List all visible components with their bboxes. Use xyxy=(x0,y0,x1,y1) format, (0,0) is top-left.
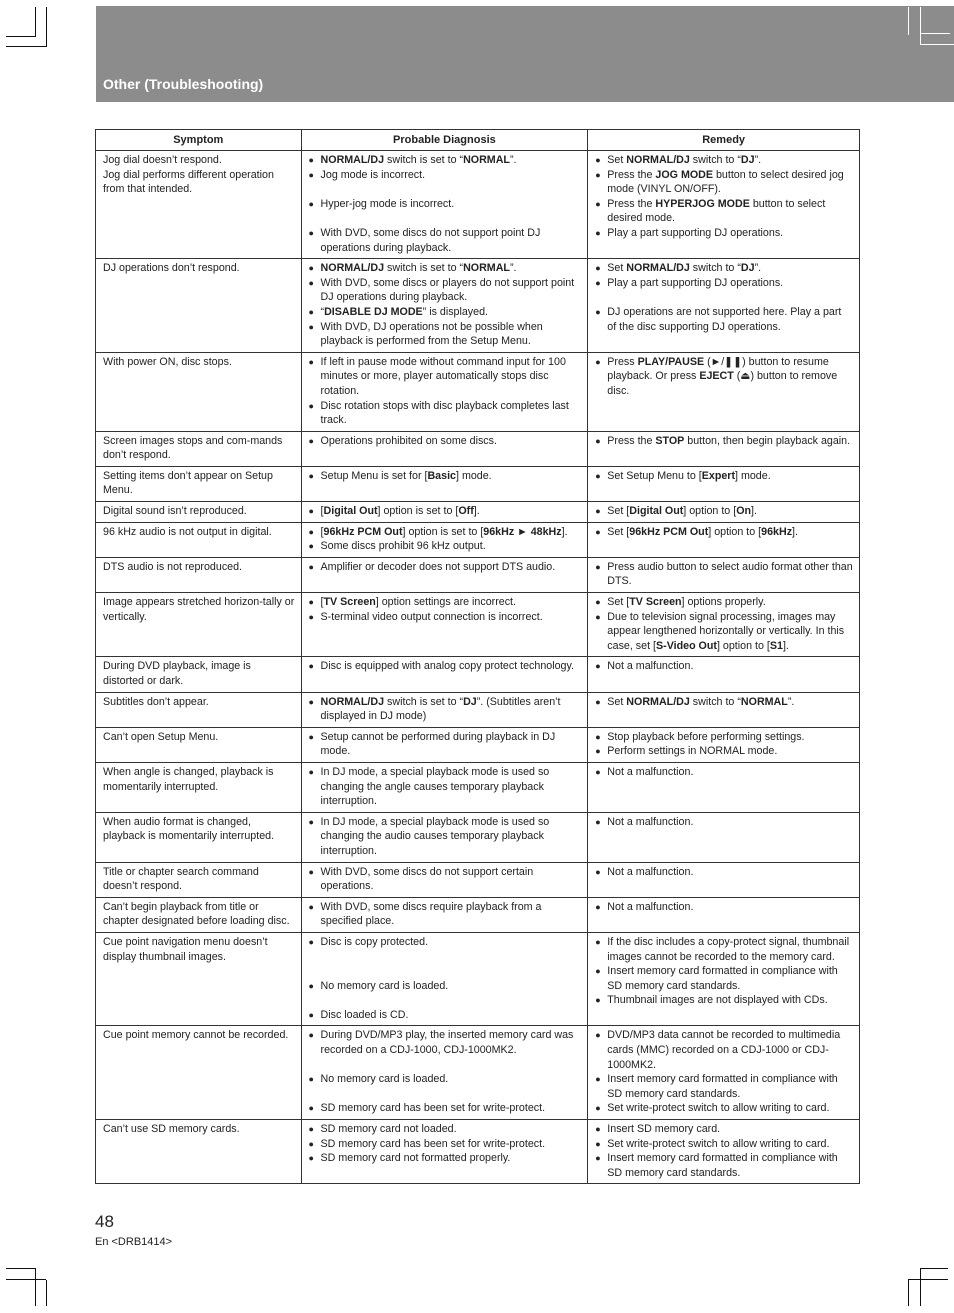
symptom-text: With power ON, disc stops. xyxy=(103,355,232,368)
table-row xyxy=(96,727,860,762)
remedy-item: ● Insert memory card formatted in compliance with SD memory card standards. xyxy=(595,964,853,993)
symptom-text: Image appears stretched horizon-tally or vertically. xyxy=(103,596,295,623)
diagnosis-item: ● NORMAL/DJ switch is set to “NORMAL”. xyxy=(309,261,582,276)
diagnosis-item: ● Disc is equipped with analog copy protect technology. xyxy=(309,659,582,674)
symptom-text: Jog dial doesn’t respond. xyxy=(103,154,222,166)
crop-mark xyxy=(920,1268,921,1306)
spacer xyxy=(309,964,582,979)
diagnosis-cell xyxy=(301,593,588,657)
symptom-text: DTS audio is not reproduced. xyxy=(103,560,243,573)
remedy-cell xyxy=(588,431,860,466)
crop-mark xyxy=(46,1280,47,1306)
remedy-item: ● Set write-protect switch to allow writing to card. xyxy=(595,1137,853,1152)
remedy-item: ● Not a malfunction. xyxy=(595,815,853,830)
remedy-item: ● Thumbnail images are not displayed with CDs. xyxy=(595,993,853,1008)
crop-mark xyxy=(6,1268,36,1269)
spacer xyxy=(309,211,582,226)
remedy-item: ● DVD/MP3 data cannot be recorded to multimedia cards (MMC) recorded on a CDJ-1000 or CDJ-1000MK2. xyxy=(595,1028,853,1072)
remedy-item: ● Not a malfunction. xyxy=(595,900,853,915)
symptom-text: During DVD playback, image is distorted or dark. xyxy=(103,660,251,687)
remedy-item: ● Press the HYPERJOG MODE button to select desired mode. xyxy=(595,197,853,226)
diagnosis-item: ● In DJ mode, a special playback mode is used so changing the angle causes temporary playback interruption. xyxy=(309,765,582,809)
diagnosis-item: ● Some discs prohibit 96 kHz output. xyxy=(309,539,582,554)
table-row xyxy=(96,692,860,727)
table-row xyxy=(96,259,860,353)
spacer xyxy=(309,1087,582,1102)
crop-mark xyxy=(6,46,46,47)
symptom-text: Can’t use SD memory cards. xyxy=(103,1123,240,1136)
remedy-item: ● Perform settings in NORMAL mode. xyxy=(595,744,853,759)
remedy-cell xyxy=(588,932,860,1026)
symptom-cell xyxy=(96,431,302,466)
remedy-cell xyxy=(588,657,860,692)
remedy-cell xyxy=(588,557,860,592)
diagnosis-item: ● Disc loaded is CD. xyxy=(309,1008,582,1023)
header-band xyxy=(96,6,954,102)
crop-mark xyxy=(908,1279,948,1280)
remedy-item: ● DJ operations are not supported here. Play a part of the disc supporting DJ operations. xyxy=(595,305,853,334)
diagnosis-cell xyxy=(301,1120,588,1184)
remedy-item: ● Not a malfunction. xyxy=(595,765,853,780)
symptom-cell xyxy=(96,352,302,431)
diagnosis-cell xyxy=(301,151,588,259)
crop-mark xyxy=(6,1279,46,1280)
remedy-item: ● Play a part supporting DJ operations. xyxy=(595,226,853,241)
symptom-text: Subtitles don’t appear. xyxy=(103,695,209,708)
symptom-cell xyxy=(96,812,302,862)
remedy-item: ● Set Setup Menu to [Expert] mode. xyxy=(595,469,853,484)
remedy-item: ● Set [TV Screen] options properly. xyxy=(595,595,853,610)
symptom-text: Title or chapter search command doesn’t respond. xyxy=(103,865,259,893)
remedy-cell xyxy=(588,812,860,862)
symptom-text: Cue point memory cannot be recorded. xyxy=(103,1029,289,1042)
symptom-text: Digital sound isn’t reproduced. xyxy=(103,505,247,518)
symptom-cell xyxy=(96,593,302,657)
diagnosis-cell xyxy=(301,812,588,862)
table-row xyxy=(96,897,860,932)
symptom-text: Jog dial performs different operation from that intended. xyxy=(103,168,274,196)
remedy-cell xyxy=(588,502,860,523)
diagnosis-cell xyxy=(301,897,588,932)
table-row xyxy=(96,932,860,1026)
symptom-cell xyxy=(96,502,302,523)
remedy-item: ● Set NORMAL/DJ switch to “DJ”. xyxy=(595,261,853,276)
remedy-cell xyxy=(588,151,860,259)
symptom-text: 96 kHz audio is not output in digital. xyxy=(103,525,272,538)
diagnosis-item: ● “DISABLE DJ MODE” is displayed. xyxy=(309,305,582,320)
table-row xyxy=(96,762,860,812)
symptom-text: Cue point navigation menu doesn’t display thumbnail images. xyxy=(103,935,268,963)
diagnosis-cell xyxy=(301,657,588,692)
diagnosis-item: ● [TV Screen] option settings are incorrect. xyxy=(309,595,582,610)
diagnosis-cell xyxy=(301,932,588,1026)
diagnosis-item: ● With DVD, some discs or players do not support point DJ operations during playback. xyxy=(309,276,582,305)
diagnosis-item: ● No memory card is loaded. xyxy=(309,1072,582,1087)
diagnosis-cell xyxy=(301,502,588,523)
diagnosis-cell xyxy=(301,727,588,762)
remedy-item: ● Press the JOG MODE button to select desired jog mode (VINYL ON/OFF). xyxy=(595,168,853,197)
diagnosis-item: ● Disc is copy protected. xyxy=(309,935,582,950)
symptom-cell xyxy=(96,466,302,501)
table-header-row xyxy=(96,130,860,151)
spacer xyxy=(309,182,582,197)
remedy-cell xyxy=(588,862,860,897)
doc-code: En <DRB1414> xyxy=(95,1236,173,1248)
diagnosis-item: ● NORMAL/DJ switch is set to “DJ”. (Subtitles aren’t displayed in DJ mode) xyxy=(309,695,582,724)
diagnosis-item: ● SD memory card not loaded. xyxy=(309,1122,582,1137)
crop-mark xyxy=(46,7,47,47)
remedy-cell xyxy=(588,897,860,932)
remedy-cell xyxy=(588,727,860,762)
spacer xyxy=(309,993,582,1008)
diagnosis-cell xyxy=(301,431,588,466)
diagnosis-item: ● No memory card is loaded. xyxy=(309,979,582,994)
remedy-cell xyxy=(588,522,860,557)
remedy-item: ● Not a malfunction. xyxy=(595,659,853,674)
diagnosis-cell xyxy=(301,466,588,501)
remedy-cell xyxy=(588,1120,860,1184)
symptom-cell xyxy=(96,932,302,1026)
remedy-item: ● Set [Digital Out] option to [On]. xyxy=(595,504,853,519)
spacer xyxy=(309,950,582,965)
symptom-cell xyxy=(96,557,302,592)
symptom-text: Can’t begin playback from title or chapter designated before loading disc. xyxy=(103,900,290,928)
table-row xyxy=(96,862,860,897)
symptom-text: Setting items don’t appear on Setup Menu. xyxy=(103,469,273,497)
table-row xyxy=(96,657,860,692)
symptom-cell xyxy=(96,692,302,727)
remedy-cell xyxy=(588,692,860,727)
diagnosis-item: ● Hyper-jog mode is incorrect. xyxy=(309,197,582,212)
symptom-text: DJ operations don’t respond. xyxy=(103,262,240,275)
remedy-cell xyxy=(588,352,860,431)
table-row xyxy=(96,593,860,657)
crop-mark xyxy=(920,1268,948,1269)
diagnosis-cell xyxy=(301,862,588,897)
remedy-cell xyxy=(588,259,860,353)
diagnosis-item: ● S-terminal video output connection is incorrect. xyxy=(309,610,582,625)
diagnosis-item: ● With DVD, DJ operations not be possible when playback is performed from the Setup Menu. xyxy=(309,320,582,349)
remedy-item: ● Insert memory card formatted in compliance with SD memory card standards. xyxy=(595,1072,853,1101)
diagnosis-cell xyxy=(301,692,588,727)
symptom-cell xyxy=(96,657,302,692)
table-row xyxy=(96,812,860,862)
diagnosis-item: ● If left in pause mode without command input for 100 minutes or more, player automatically stops disc rotation. xyxy=(309,355,582,399)
symptom-text: When angle is changed, playback is momentarily interrupted. xyxy=(103,765,274,793)
diagnosis-item: ● In DJ mode, a special playback mode is used so changing the audio causes temporary playback interruption. xyxy=(309,815,582,859)
troubleshooting-table xyxy=(95,129,860,1184)
remedy-item: ● Play a part supporting DJ operations. xyxy=(595,276,853,291)
remedy-item: ● If the disc includes a copy-protect signal, thumbnail images cannot be recorded to the memory card. xyxy=(595,935,853,964)
symptom-cell xyxy=(96,259,302,353)
crop-mark xyxy=(6,36,36,37)
symptom-cell xyxy=(96,727,302,762)
remedy-item: ● Due to television signal processing, images may appear lengthened horizontally or vertically. In this case, set [S-Video Out] option to [S1]. xyxy=(595,610,853,654)
remedy-item: ● Not a malfunction. xyxy=(595,865,853,880)
diagnosis-item: ● NORMAL/DJ switch is set to “NORMAL”. xyxy=(309,153,582,168)
table-row xyxy=(96,502,860,523)
table-row xyxy=(96,466,860,501)
table-row xyxy=(96,522,860,557)
diagnosis-cell xyxy=(301,557,588,592)
remedy-cell xyxy=(588,762,860,812)
section-title: Other (Troubleshooting) xyxy=(103,76,264,92)
remedy-cell xyxy=(588,466,860,501)
crop-mark xyxy=(908,1280,909,1306)
diagnosis-item: ● SD memory card has been set for write-protect. xyxy=(309,1137,582,1152)
spacer xyxy=(309,1058,582,1073)
remedy-item: ● Insert SD memory card. xyxy=(595,1122,853,1137)
symptom-text: When audio format is changed, playback is momentarily interrupted. xyxy=(103,815,275,843)
diagnosis-item: ● With DVD, some discs do not support point DJ operations during playback. xyxy=(309,226,582,255)
diagnosis-item: ● Setup Menu is set for [Basic] mode. xyxy=(309,469,582,484)
table-row xyxy=(96,1120,860,1184)
table-row xyxy=(96,431,860,466)
remedy-item: ● Press PLAY/PAUSE (►/❚❚) button to resume playback. Or press EJECT (⏏) button to remove disc. xyxy=(595,355,853,399)
diagnosis-item: ● Disc rotation stops with disc playback completes last track. xyxy=(309,399,582,428)
symptom-cell xyxy=(96,151,302,259)
diagnosis-item: ● [Digital Out] option is set to [Off]. xyxy=(309,504,582,519)
symptom-cell xyxy=(96,522,302,557)
symptom-header: Symptom xyxy=(96,130,302,151)
diagnosis-item: ● With DVD, some discs do not support certain operations. xyxy=(309,865,582,894)
remedy-item: ● Set write-protect switch to allow writing to card. xyxy=(595,1101,853,1116)
page-number: 48 xyxy=(95,1212,114,1231)
diagnosis-cell xyxy=(301,762,588,812)
remedy-cell xyxy=(588,593,860,657)
crop-mark xyxy=(920,44,954,45)
table-row xyxy=(96,557,860,592)
crop-mark xyxy=(920,7,921,45)
remedy-item: ● Press the STOP button, then begin playback again. xyxy=(595,434,853,449)
remedy-item: ● Press audio button to select audio format other than DTS. xyxy=(595,560,853,589)
diagnosis-item: ● Setup cannot be performed during playback in DJ mode. xyxy=(309,730,582,759)
diagnosis-cell xyxy=(301,352,588,431)
table-row xyxy=(96,1026,860,1120)
symptom-cell xyxy=(96,1120,302,1184)
symptom-text: Can’t open Setup Menu. xyxy=(103,730,219,743)
remedy-cell xyxy=(588,1026,860,1120)
diagnosis-item: ● With DVD, some discs require playback from a specified place. xyxy=(309,900,582,929)
symptom-cell xyxy=(96,897,302,932)
remedy-item: ● Set NORMAL/DJ switch to “NORMAL”. xyxy=(595,695,853,710)
symptom-text: Screen images stops and com-mands don’t respond. xyxy=(103,434,283,462)
diagnosis-item: ● Jog mode is incorrect. xyxy=(309,168,582,183)
crop-mark xyxy=(908,7,909,35)
diagnosis-cell xyxy=(301,259,588,353)
diagnosis-item: ● Amplifier or decoder does not support DTS audio. xyxy=(309,560,582,575)
symptom-cell xyxy=(96,762,302,812)
crop-mark xyxy=(35,7,36,37)
diagnosis-item: ● SD memory card has been set for write-protect. xyxy=(309,1101,582,1116)
remedy-item: ● Set NORMAL/DJ switch to “DJ”. xyxy=(595,153,853,168)
diagnosis-header: Probable Diagnosis xyxy=(301,130,588,151)
table-body xyxy=(96,151,860,1184)
symptom-cell xyxy=(96,862,302,897)
diagnosis-cell xyxy=(301,522,588,557)
crop-mark xyxy=(920,33,950,34)
diagnosis-cell xyxy=(301,1026,588,1120)
diagnosis-item: ● During DVD/MP3 play, the inserted memory card was recorded on a CDJ-1000, CDJ-1000MK2. xyxy=(309,1028,582,1057)
remedy-item: ● Insert memory card formatted in compliance with SD memory card standards. xyxy=(595,1151,853,1180)
remedy-header: Remedy xyxy=(588,130,860,151)
table-row xyxy=(96,151,860,259)
symptom-cell xyxy=(96,1026,302,1120)
diagnosis-item: ● SD memory card not formatted properly. xyxy=(309,1151,582,1166)
remedy-item: ● Set [96kHz PCM Out] option to [96kHz]. xyxy=(595,525,853,540)
diagnosis-item: ● Operations prohibited on some discs. xyxy=(309,434,582,449)
crop-mark xyxy=(35,1268,36,1306)
remedy-item: ● Stop playback before performing settings. xyxy=(595,730,853,745)
diagnosis-item: ● [96kHz PCM Out] option is set to [96kHz ► 48kHz]. xyxy=(309,525,582,540)
spacer xyxy=(595,290,853,305)
table-row xyxy=(96,352,860,431)
